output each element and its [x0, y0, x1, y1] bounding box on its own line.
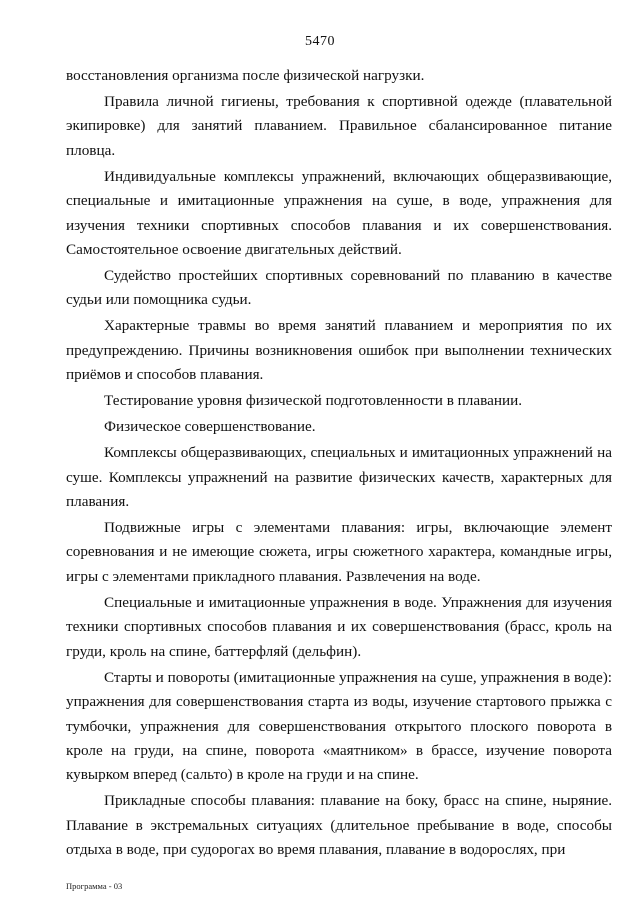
paragraph-injuries: Характерные травмы во время занятий плаванием и мероприятия по их предупреждению. Причины возникновения ошибок при выполнении технических приёмов и способов плавания.	[66, 317, 612, 384]
paragraph-hygiene: Правила личной гигиены, требования к спортивной одежде (плавательной экипировке) для занятий плаванием. Правильное сбалансированное питание пловца.	[66, 93, 612, 159]
paragraph-continuation: восстановления организма после физической нагрузки.	[66, 67, 425, 84]
paragraph-starts-turns: Старты и повороты (имитационные упражнения на суше, упражнения в воде): упражнения для совершенствования старта из воды, изучение стартового прыжка с тумбочки, упражнения для совершенствования открытого плоского поворота в кроле на груди, на спине, поворота «маятником» в брассе, изучение поворота кувырком вперед (сальто) в кроле на груди и на спине.	[66, 668, 612, 784]
paragraph-water-exercises: Специальные и имитационные упражнения в воде. Упражнения для изучения техники спортивных способов плавания и их совершенствования (брасс, кроль на груди, кроль на спине, баттерфляй (дельфин).	[66, 593, 612, 660]
paragraph-refereeing: Судейство простейших спортивных соревнований по плаванию в качестве судьи или помощника судьи.	[66, 267, 612, 309]
footer-program-label: Программа - 03	[66, 881, 123, 891]
page-number: 5470	[305, 34, 335, 49]
document-body	[66, 64, 612, 864]
paragraph-exercise-complexes: Комплексы общеразвивающих, специальных и имитационных упражнений на суше. Комплексы упражнений на развитие физических качеств, характерных для плавания.	[66, 444, 612, 511]
paragraph-physical-improvement: Физическое совершенствование.	[104, 418, 316, 436]
paragraph-applied-swimming: Прикладные способы плавания: плавание на боку, брасс на спине, ныряние. Плавание в экстремальных ситуациях (длительное пребывание в воде, способы отдыха в воде, при судорогах во время плавания, плавание в водорослях, при	[66, 792, 612, 859]
paragraph-individual-exercises: Индивидуальные комплексы упражнений, включающих общеразвивающие, специальные и имитационные упражнения на суше, в воде, упражнения для изучения техники спортивных способов плавания и их совершенствования. Самостоятельное освоение двигательных действий.	[66, 167, 612, 259]
paragraph-testing: Тестирование уровня физической подготовленности в плавании.	[104, 392, 523, 410]
paragraph-games: Подвижные игры с элементами плавания: игры, включающие элемент соревнования и не имеющие сюжета, игры сюжетного характера, командные игры, игры с элементами прикладного плавания. Развлечения на воде.	[66, 519, 612, 585]
